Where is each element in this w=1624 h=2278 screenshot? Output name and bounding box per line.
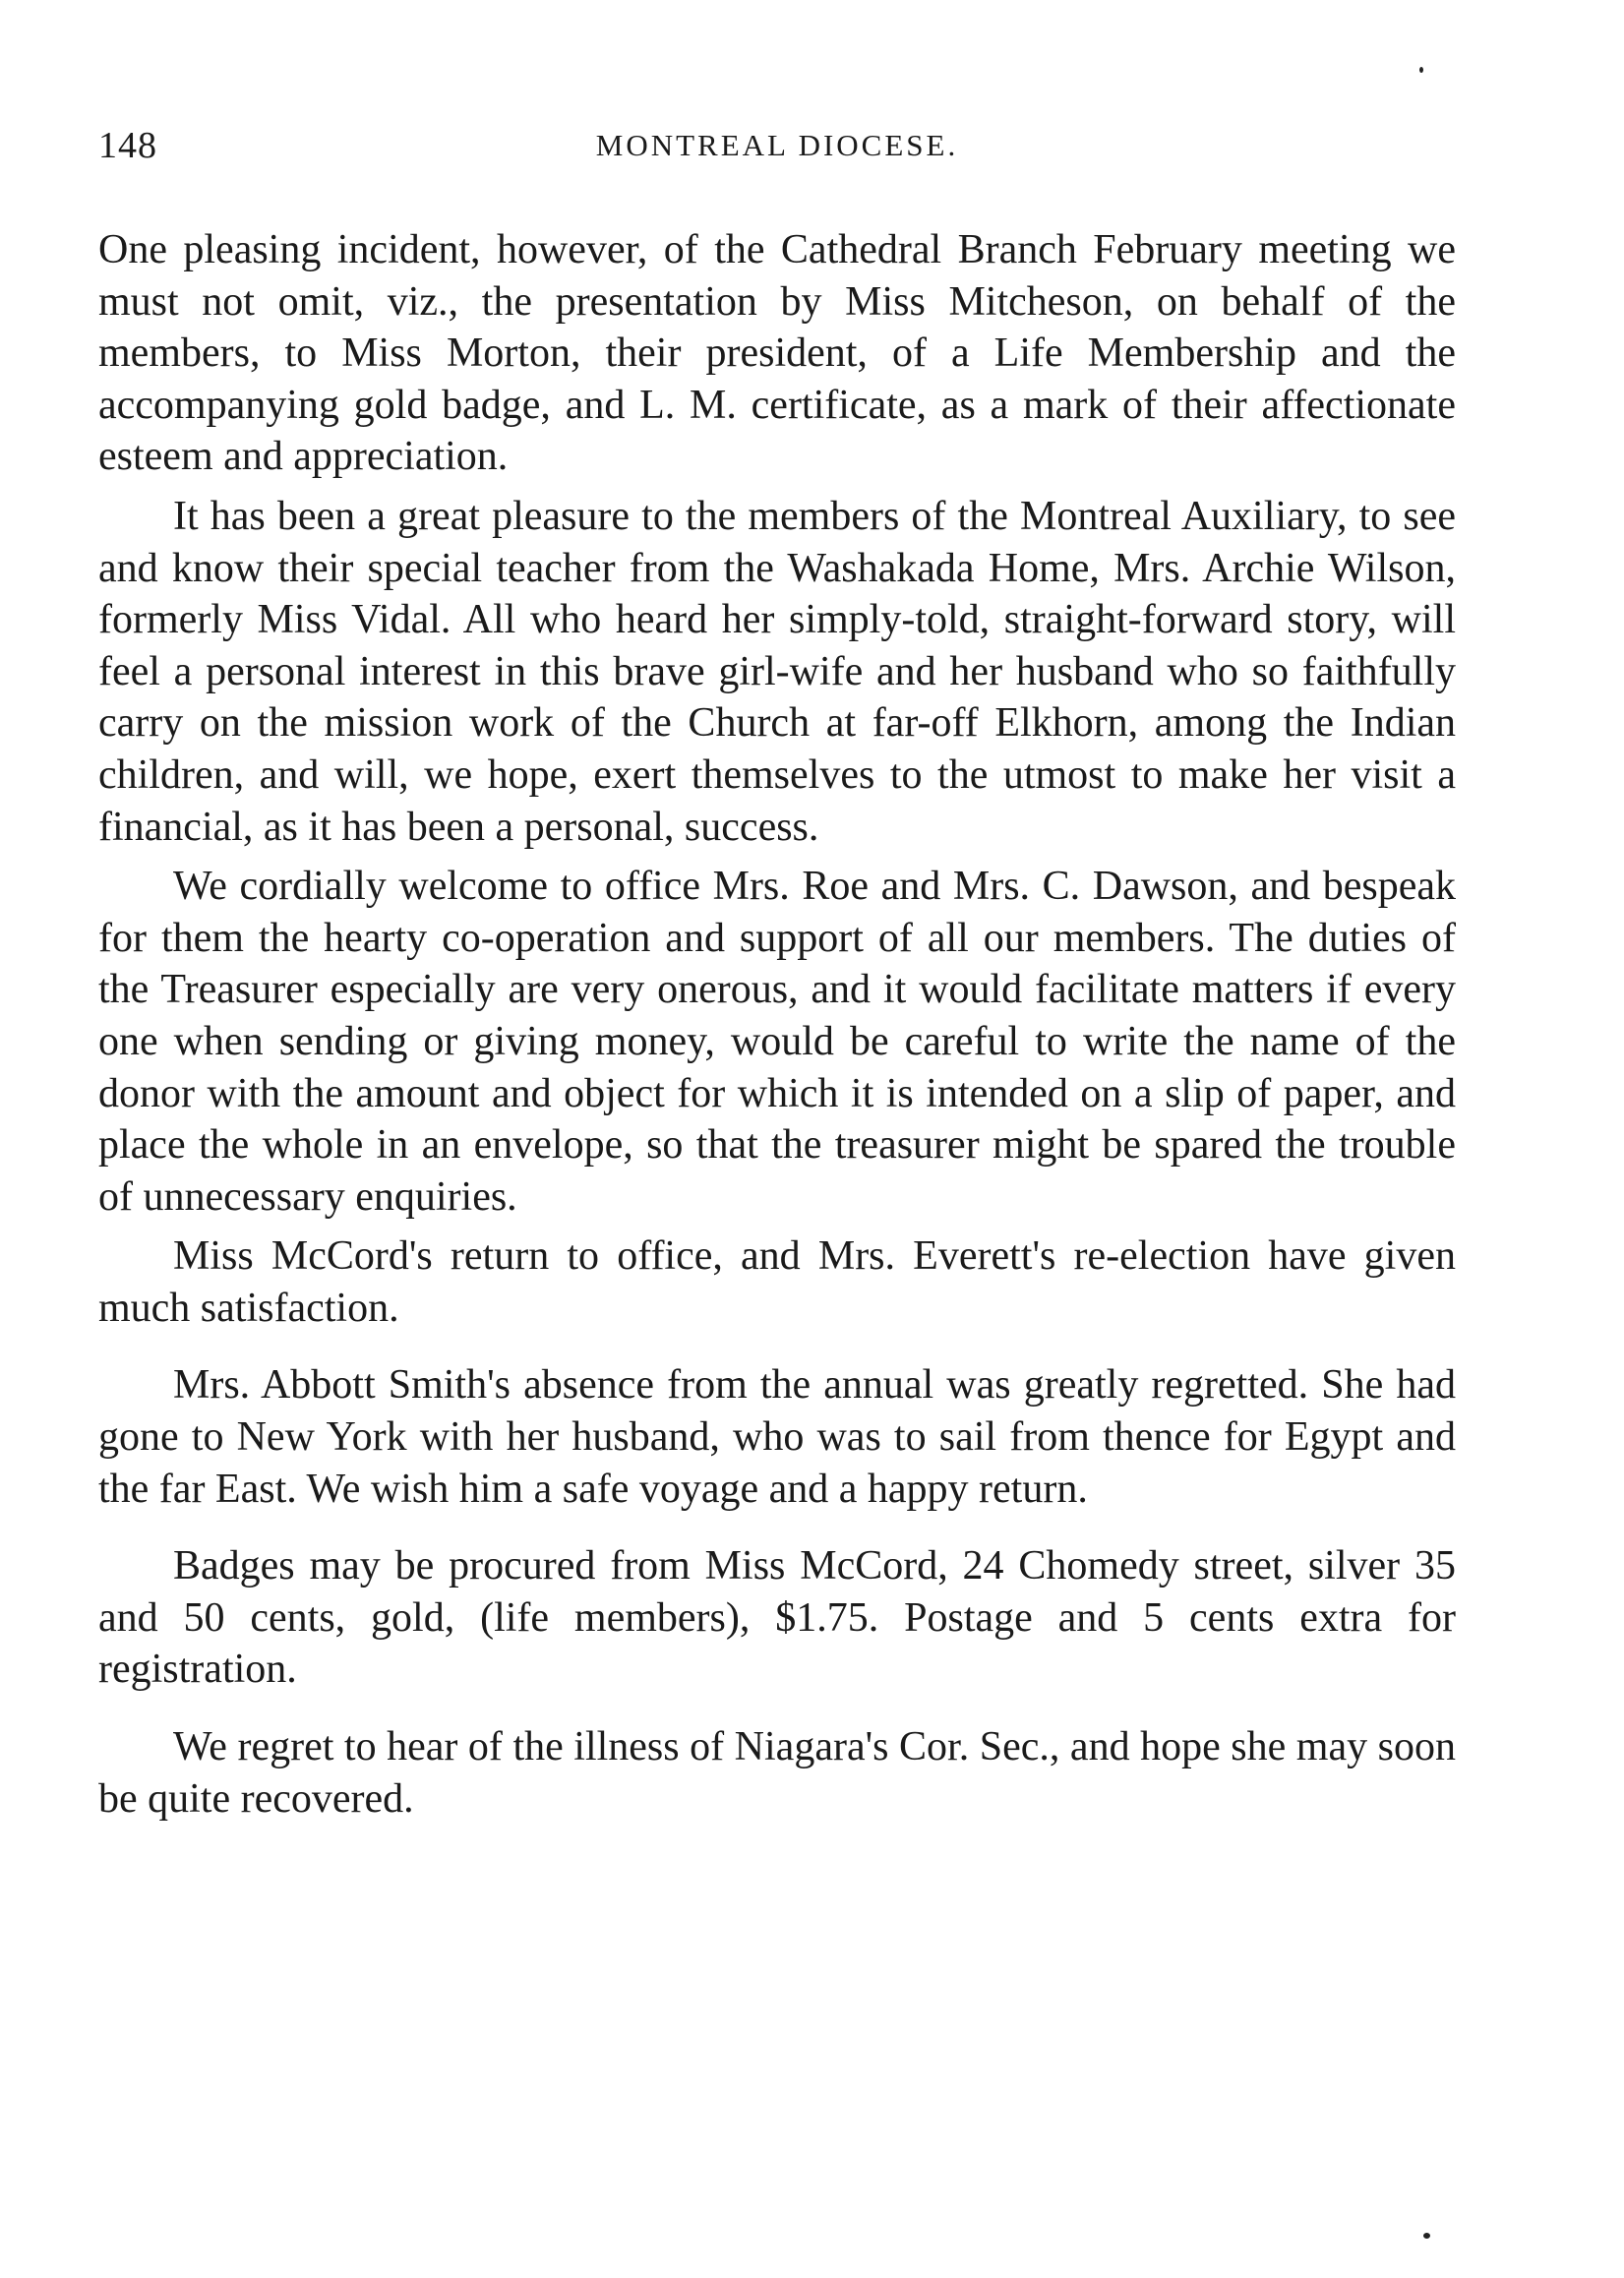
body-text (98, 224, 1456, 1825)
paragraph-badges: Badges may be procured from Miss McCord, 24 Chomedy street, silver 35 and 50 cents, gold, (life members), $1.75. Postage and 5 cents extra for registration. (98, 1543, 1456, 1693)
paragraph-new-officers: We cordially welcome to office Mrs. Roe and Mrs. C. Dawson, and bespeak for them the hearty co-operation and support of all our members. The duties of the Treasurer especially are very onerous, and it would facilitate matters if every one when sending or giving money, would be careful to write the name of the donor with the amount and object for which it is intended on a slip of paper, and place the whole in an envelope, so that the treasurer might be spared the trouble of unnecessary enquiries. (98, 864, 1456, 1220)
page-number: 148 (98, 125, 157, 166)
paragraph-niagara-illness: We regret to hear of the illness of Niagara's Cor. Sec., and hope she may soon be quite recovered. (98, 1724, 1456, 1822)
running-head (98, 116, 1456, 175)
running-head-title: MONTREAL DIOCESE. (595, 128, 959, 162)
book-page (98, 116, 1456, 1832)
paragraph-mccord-return: Miss McCord's return to office, and Mrs. Everett's re-election have given much satisfaction. (98, 1233, 1456, 1331)
scan-speck (1423, 2233, 1430, 2239)
paragraph-abbott-smith: Mrs. Abbott Smith's absence from the annual was greatly regretted. She had gone to New York with her husband, who was to sail from thence for Egypt and the far East. We wish him a safe voyage and a happy return. (98, 1362, 1456, 1512)
scan-speck (1419, 67, 1423, 73)
paragraph-cathedral-branch: One pleasing incident, however, of the Cathedral Branch February meeting we must not omit, viz., the presentation by Miss Mitcheson, on behalf of the members, to Miss Morton, their president, of a Life Membership and the accompanying gold badge, and L. M. certificate, as a mark of their affectionate esteem and appreciation. (98, 227, 1456, 480)
paragraph-special-teacher: It has been a great pleasure to the members of the Montreal Auxiliary, to see and know their special teacher from the Washakada Home, Mrs. Archie Wilson, formerly Miss Vidal. All who heard her simply-told, straight-forward story, will feel a personal interest in this brave girl-wife and her husband who so faithfully carry on the mission work of the Church at far-off Elkhorn, among the Indian children, and will, we hope, exert themselves to the utmost to make her visit a financial, as it has been a personal, success. (98, 493, 1456, 850)
